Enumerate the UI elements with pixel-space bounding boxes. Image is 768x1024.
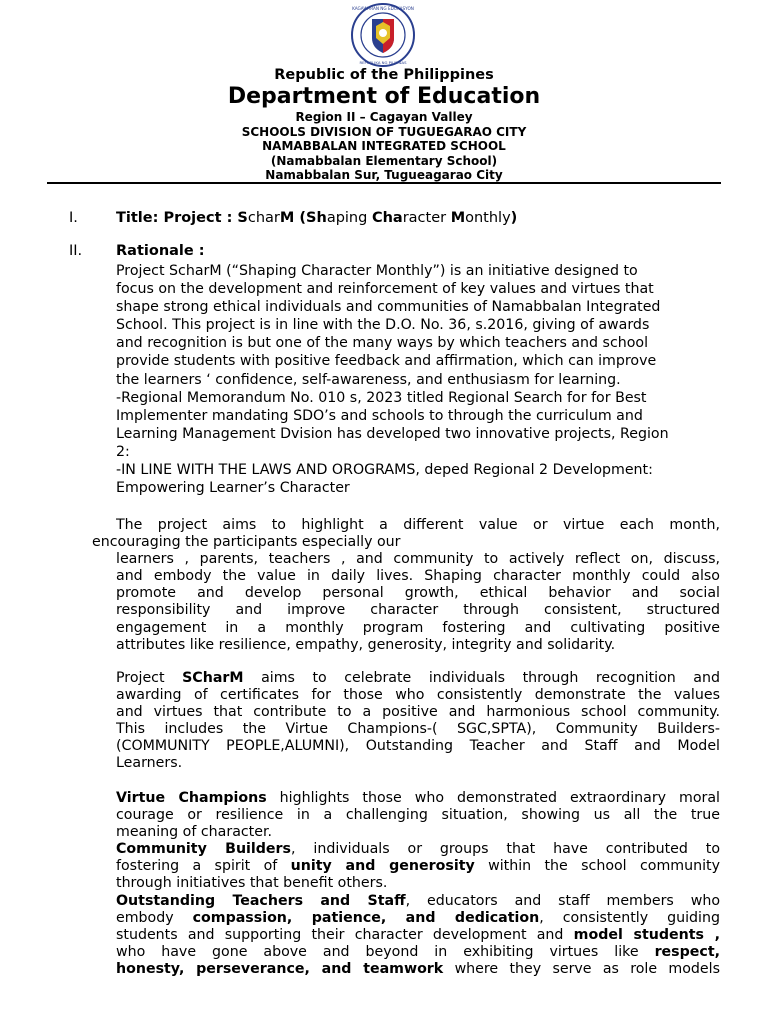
text-line: -Regional Memorandum No. 010 s, 2023 titled Regional Search for for Best bbox=[116, 389, 647, 406]
text-line: Project SCharM aims to celebrate individuals through recognition and bbox=[116, 670, 720, 686]
virtue-champions-label: Virtue Champions bbox=[116, 790, 267, 806]
text-line: and recognition is but one of the many ways by which teachers and school bbox=[116, 335, 649, 352]
text-line: responsibility and improve character through consistent, structured bbox=[116, 602, 720, 619]
text-line: The project aims to highlight a different value or virtue each month, bbox=[116, 517, 720, 533]
text-line: shape strong ethical individuals and communities of Namabbalan Integrated bbox=[116, 299, 661, 316]
rationale-intro bbox=[116, 262, 720, 497]
text-line: through initiatives that benefit others. bbox=[116, 875, 388, 892]
text-line: Implementer mandating SDO’s and schools to through the curriculum and bbox=[116, 407, 643, 424]
text-line: Learning Management Dvision has developed two innovative projects, Region bbox=[116, 425, 669, 442]
text-line: Project ScharM (“Shaping Character Monthly”) is an initiative designed to bbox=[116, 263, 638, 279]
text-line: and virtues that contribute to a positive and harmonious school community. bbox=[116, 704, 720, 721]
svg-text:REPUBLIKA NG PILIPINAS: REPUBLIKA NG PILIPINAS bbox=[359, 60, 407, 65]
text-line: encouraging the participants especially our bbox=[92, 534, 401, 551]
header-divider bbox=[47, 182, 721, 184]
text-line: courage or resilience in a challenging situation, showing us all the true bbox=[116, 807, 720, 824]
aims-paragraph bbox=[92, 517, 720, 654]
text-line: attributes like resilience, empathy, generosity, integrity and solidarity. bbox=[116, 636, 616, 653]
text-line: and embody the value in daily lives. Shaping character monthly could also bbox=[116, 568, 720, 585]
text-line: focus on the development and reinforcement of key values and virtues that bbox=[116, 281, 654, 298]
section-number-2: II. bbox=[69, 243, 83, 259]
outstanding-teachers-label: Outstanding Teachers and Staff bbox=[116, 892, 406, 909]
header-division: SCHOOLS DIVISION OF TUGUEGARAO CITY bbox=[241, 124, 527, 139]
header-school-alt: (Namabbalan Elementary School) bbox=[270, 153, 498, 168]
rationale-label: Rationale : bbox=[116, 243, 205, 259]
header-address: Namabbalan Sur, Tugueagarao City bbox=[265, 168, 503, 182]
text-line: engagement in a monthly program fostering and cultivating positive bbox=[116, 619, 720, 636]
community-builders-line: Community Builders, individuals or groups that have contributed to bbox=[116, 841, 720, 858]
virtue-champions-line: Virtue Champions highlights those who demonstrated extraordinary moral bbox=[116, 790, 720, 806]
text-line: embody compassion, patience, and dedication, consistently guiding bbox=[116, 909, 720, 926]
text-line: fostering a spirit of unity and generosity within the school community bbox=[116, 858, 720, 875]
text-line: meaning of character. bbox=[116, 824, 273, 841]
text-line: (COMMUNITY PEOPLE,ALUMNI), Outstanding Teacher and Staff and Model bbox=[116, 738, 720, 755]
text-line: promote and develop personal growth, ethical behavior and social bbox=[116, 585, 720, 602]
award-categories bbox=[116, 790, 720, 978]
republic-heading: Republic of the Philippines bbox=[274, 67, 494, 83]
community-builders-label: Community Builders bbox=[116, 841, 291, 858]
text-line: honesty, perseverance, and teamwork where they serve as role models bbox=[116, 960, 720, 977]
text-line: the learners ‘ confidence, self-awareness, and enthusiasm for learning. bbox=[116, 371, 621, 388]
text-line: Learners. bbox=[116, 755, 183, 772]
text-line: School. This project is in line with the D.O. No. 36, s.2016, giving of awards bbox=[116, 317, 650, 334]
project-title: Title: Project : ScharM (Shaping Character Monthly) bbox=[116, 210, 518, 226]
header-school: NAMABBALAN INTEGRATED SCHOOL bbox=[262, 139, 506, 153]
text-line: awarding of certificates for those who consistently demonstrate the values bbox=[116, 687, 720, 704]
header-region: Region II – Cagayan Valley bbox=[295, 110, 473, 124]
text-line: -IN LINE WITH THE LAWS AND OROGRAMS, deped Regional 2 Development: bbox=[116, 462, 653, 479]
text-line: learners , parents, teachers , and community to actively reflect on, discuss, bbox=[116, 551, 720, 568]
project-name-bold: SCharM bbox=[182, 670, 244, 686]
text-line: who have gone above and beyond in exhibiting virtues like respect, bbox=[116, 943, 720, 960]
text-line: provide students with positive feedback and affirmation, which can improve bbox=[116, 353, 657, 370]
celebrate-paragraph bbox=[116, 670, 720, 773]
deped-seal-logo bbox=[345, 2, 421, 68]
text-line: students and supporting their character development and model students , bbox=[116, 926, 720, 943]
text-line: Empowering Learner’s Character bbox=[116, 480, 350, 497]
outstanding-teachers-line: Outstanding Teachers and Staff, educators and staff members who bbox=[116, 892, 720, 909]
svg-text:KAGAWARAN NG EDUKASYON: KAGAWARAN NG EDUKASYON bbox=[352, 6, 414, 11]
department-heading: Department of Education bbox=[227, 84, 541, 109]
text-line: 2: bbox=[116, 443, 130, 460]
text-line: This includes the Virtue Champions-( SGC,SPTA), Community Builders- bbox=[116, 721, 720, 738]
section-number-1: I. bbox=[69, 210, 78, 226]
